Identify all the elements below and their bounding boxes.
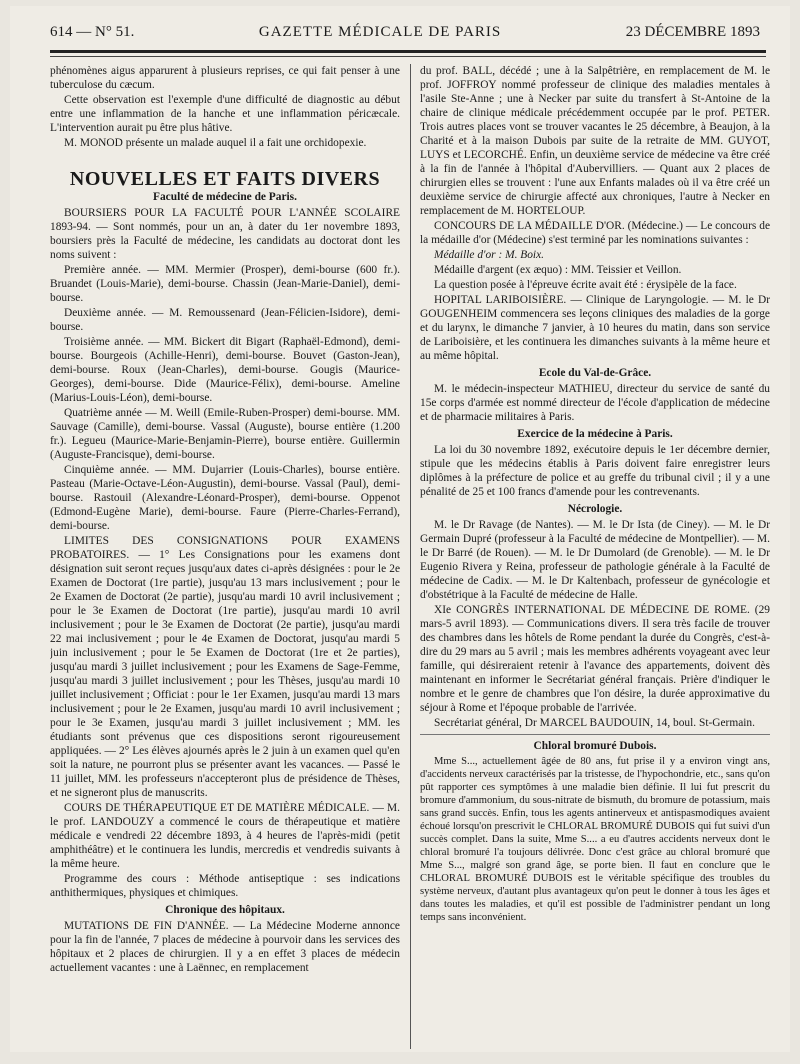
lariboisiere-paragraph: HOPITAL LARIBOISIÈRE. — Clinique de Laryngologie. — M. le Dr GOUGENHEIM commencera ses leçons cliniques des maladies de la gorge et du larynx, le dimanche 7 janvier, à 10 heures du matin, dans son service de Lariboisière, et les continuera les dimanches suivants à la même heure et au même hôpital.	[420, 294, 770, 362]
medaille-argent: Médaille d'argent (ex æquo) : MM. Teissier et Veillon.	[434, 264, 682, 276]
chronique-heading: Chronique des hôpitaux.	[165, 904, 285, 916]
newspaper-page	[10, 6, 790, 1052]
cours-paragraph: COURS DE THÉRAPEUTIQUE ET DE MATIÈRE MÉDICALE. — M. le prof. LANDOUZY a commencé le cours de thérapeutique et matière médicale e vendredi 22 décembre 1893, à 4 heures de l'après-midi (petit amphithéâtre) et le continuera les lundis, mercredis et vendredis suivants à la même heure.	[50, 802, 400, 870]
page-header	[50, 20, 760, 44]
right-column	[420, 64, 770, 1049]
deuxieme-annee: Deuxième année. — M. Remoussenard (Jean-Félicien-Isidore), demi-bourse.	[50, 307, 400, 333]
intro-paragraph-1: phénomènes aigus apparurent à plusieurs reprises, ce qui fait penser à une tuberculose du cæcum.	[50, 65, 400, 91]
left-column	[50, 64, 400, 1049]
chloral-paragraph: Mme S..., actuellement âgée de 80 ans, fut prise il y a environ vingt ans, d'accidents nerveux caractérisés par la tristesse, de l'hypochondrie, etc., sans qu'on pût rapporter ces symptômes à une maladie bien définie. Il lui fut prescrit du bromure d'ammonium, du sous-nitrate de bismuth, du bromure de potassium, mais sans grand succès. Enfin, tous les agents antinerveux et antispasmodiques avaient échoué lorsqu'on prescrivit le CHLORAL BROMURÉ DUBOIS qui fut suivi d'un succès complet. Dans la suite, Mme S.... a eu d'autres accidents nerveux dont le chloral bromuré l'a toujours délivrée. Donc c'est grâce au chloral bromuré que Mme S..., malgré son grand âge, se porte bien. Il faut en conclure que le CHLORAL BROMURÉ DUBOIS est le véritable spécifique des troubles du système nerveux, d'autant plus avantageux qu'on peut le donner à tous les âges et dans toutes les maladies, et qu'il est possible de l'administrer pendant un long temps sans inconvénient.	[420, 756, 770, 923]
page-number: 614 — N° 51.	[50, 23, 135, 40]
cinquieme-annee: Cinquième année. — MM. Dujarrier (Louis-Charles), bourse entière. Pasteau (Marie-Octave-Léon-Augustin), demi-bourse. Vassal (Paul), demi-bourse. Rastouil (Alexandre-Léonard-Prosper), demi-bourse. Oppenot (Edmond-Eugène Marie), demi-bourse. Faure (Pierre-Charles-Ferrand), demi-bourse.	[50, 464, 400, 532]
programme-paragraph: Programme des cours : Méthode antiseptique : ses indications anthithermiques, physiques et chimiques.	[50, 873, 400, 899]
header-rule-thin	[50, 56, 766, 57]
congres-paragraph: XIe CONGRÈS INTERNATIONAL DE MÉDECINE DE ROME. (29 mars-5 avril 1893). — Communications divers. Il sera très facile de trouver des chambres dans les hôtels de Rome pendant la durée du Congrès, c'est-à-dire du 29 mars au 5 avril ; mais les membres adhérents voyageant avec leur famille, qui désireraient retenir à l'avance des appartements, doivent dès maintenant en informer le Secrétariat général français. Prière d'indiquer le nombre et le genre de chambres que l'on désire, la durée approximative du séjour à Rome et l'époque probable de l'arrivée.	[420, 604, 770, 714]
exercice-heading: Exercice de la médecine à Paris.	[517, 428, 673, 440]
necrologie-paragraph: M. le Dr Ravage (de Nantes). — M. le Dr Ista (de Ciney). — M. le Dr Germain Dupré (professeur à la Faculté de médecine de Montpellier). — M. le Dr Barré (de Rouen). — M. le Dr Dumolard (de Grenoble). — M. le Dr Eugenio Rivera y Reina, professeur de pathologie générale à la Faculté de médecine de Cadix. — M. le Dr Kaltenbach, professeur de gynécologie et d'obstétrique à la Faculté de médecine de Halle.	[420, 519, 770, 601]
intro-paragraph-3: M. MONOD présente un malade auquel il a fait une orchidopexie.	[64, 137, 367, 149]
header-rule-thick	[50, 50, 766, 53]
secretariat-line: Secrétariat général, Dr MARCEL BAUDOUIN, 14, boul. St-Germain.	[434, 717, 755, 729]
necrologie-heading: Nécrologie.	[567, 503, 623, 515]
faculte-heading: Faculté de médecine de Paris.	[153, 191, 297, 203]
troisieme-annee: Troisième année. — MM. Bickert dit Bigart (Raphaël-Edmond), demi-bourse. Bourgeois (Achille-Henri), demi-bourse. Bouvet (Gaston-Jean), demi-bourse. Roux (Jean-Charles), demi-bourse. Gougis (Maurice-Georges), demi-bourse. Dide (Maurice-Félix), demi-bourse. Ameline (Marius-Louis-Léon), demi-bourse.	[50, 336, 400, 404]
question-paragraph: La question posée à l'épreuve écrite avait été : érysipèle de la face.	[434, 279, 737, 291]
section-title: NOUVELLES ET FAITS DIVERS	[69, 168, 381, 190]
mutations-continued: du prof. BALL, décédé ; une à la Salpêtrière, en remplacement de M. le prof. JOFFROY nommé professeur de clinique des maladies mentales à l'asile Ste-Anne ; une à Necker par suite du transfert à St-Antoine de la chaire de clinique médicale précédemment occupée par le prof. PETER. Trois autres places vont se trouver vacantes le 25 décembre, à Beaujon, à la Charité et à la maison Dubois par suite de la retraite de MM. GUYOT, LUYS et LECORCHÉ. Enfin, un deuxième service de médecine va être créé à la fin de l'année à l'hôpital d'Aubervilliers. — Quant aux 2 places de chirurgien elles se trouvent : l'une aux Enfants malades où il va être créé un deuxième service de chirurgie affecté aux chroniques, l'autre à Necker en remplacement de M. HORTELOUP.	[420, 65, 770, 217]
chloral-heading: Chloral bromuré Dubois.	[533, 740, 657, 752]
consignations-paragraph: LIMITES DES CONSIGNATIONS POUR EXAMENS PROBATOIRES. — 1° Les Consignations pour les examens dont désignation suit seront reçues jusqu'aux dates ci-après désignées : pour le 2e Examen de Doctorat (1re partie), jusqu'au 13 mars inclusivement ; pour le 2e Examen de Doctorat (2e partie), jusqu'au mardi 10 avril inclusivement ; pour le 3e Examen de Doctorat (1re partie), jusqu'au mardi 10 avril inclusivement ; pour le 3e Examen de Doctorat (2e partie), jusqu'au mardi 22 mai inclusivement ; pour le 4e Examen de Doctorat, jusqu'au mardi 5 juin inclusivement ; pour le 5e Examen de Doctorat (1re et 2e parties), jusqu'au mardi 3 juillet inclusivement ; pour les Examens de Sage-Femme, jusqu'au mardi 3 juillet inclusivement ; pour les Thèses, jusqu'au mardi 10 juillet inclusivement ; Officiat : pour le 1er Examen, jusqu'au mardi 13 mars inclusivement ; pour le 2e Examen, jusqu'au mardi 10 avril inclusivement ; pour le 3e Examen, jusqu'au mardi 3 juillet inclusivement ; MM. les étudiants sont prévenus que ces dispositions seront rigoureusement appliquées. — 2° Les élèves ajournés après le 2 juin à un examen quel qu'en soit la nature, ne pourront plus se présenter avant les vacances. — Passé le 11 juillet, MM. les professeurs n'accepteront plus de présidence de Thèses, et ne signeront plus de manuscrits.	[50, 535, 400, 799]
exercice-paragraph: La loi du 30 novembre 1892, exécutoire depuis le 1er décembre dernier, stipule que les médecins établis à Paris doivent faire enregistrer leurs diplômes à la préfecture de police et au greffe du tribunal civil ; il y a une pénalité de 25 et 100 francs d'amende pour les contrevenants.	[420, 444, 770, 498]
valdegrace-paragraph: M. le médecin-inspecteur MATHIEU, directeur du service de santé du 15e corps d'armée est nommé directeur de l'école d'application de médecine et de pharmacie militaires à Paris.	[420, 383, 770, 423]
premiere-annee: Première année. — MM. Mermier (Prosper), demi-bourse (600 fr.). Bruandet (Louis-Marie), demi-bourse. Chassin (Jean-Marie-Daniel), demi-bourse.	[50, 264, 400, 304]
medaille-paragraph: CONCOURS DE LA MÉDAILLE D'OR. (Médecine.) — Le concours de la médaille d'or (Médecine) s'est terminé par les nominations suivantes :	[420, 220, 770, 246]
separator-rule	[420, 734, 770, 735]
intro-paragraph-2: Cette observation est l'exemple d'une difficulté de diagnostic au début entre une inflammation de la hanche et une inflammation péricæcale. L'intervention aurait pu être plus hâtive.	[50, 94, 400, 134]
issue-date: 23 DÉCEMBRE 1893	[625, 23, 760, 40]
mutations-paragraph: MUTATIONS DE FIN D'ANNÉE. — La Médecine Moderne annonce pour la fin de l'année, 7 places de médecine à pourvoir dans les services des hôpitaux et 2 places de chirurgien. Il y a en effet 3 places de médecin actuellement vacantes : une à Laënnec, en remplacement	[50, 920, 400, 974]
valdegrace-heading: Ecole du Val-de-Grâce.	[538, 367, 652, 379]
boursiers-paragraph: BOURSIERS POUR LA FACULTÉ POUR L'ANNÉE SCOLAIRE 1893-94. — Sont nommés, pour un an, à dater du 1er novembre 1893, boursiers près la Faculté de médecine, les candidats au doctorat dont les noms suivent :	[50, 207, 400, 261]
column-divider	[410, 64, 411, 1049]
medaille-or: Médaille d'or : M. Boix.	[434, 249, 544, 261]
journal-title: GAZETTE MÉDICALE DE PARIS	[258, 23, 502, 40]
quatrieme-annee: Quatrième année — M. Weill (Emile-Ruben-Prosper) demi-bourse. MM. Sauvage (Camille), demi-bourse. Vassal (Auguste), bourse entière (1.200 fr.). Legueu (Maurice-Marie-Benjamin-Pierre), bourse entière. Guillermin (Auguste-Francisque), demi-bourse.	[50, 407, 400, 461]
